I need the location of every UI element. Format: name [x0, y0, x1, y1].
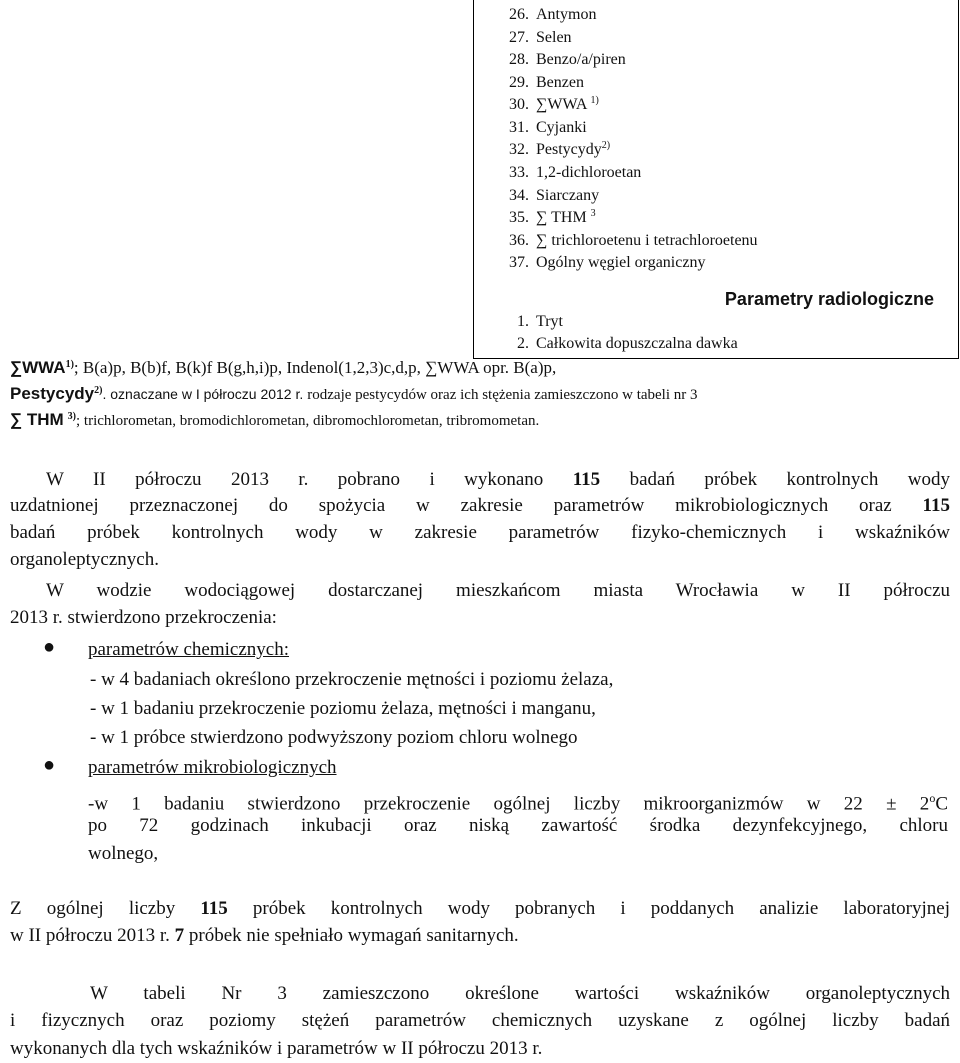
row-number: 30.	[509, 96, 529, 113]
paragraph-line: organoleptycznych.	[10, 549, 159, 570]
table-row	[474, 207, 958, 229]
table-row	[474, 139, 958, 161]
row-parameter: Siarczany	[536, 187, 600, 204]
footnote-thm-label: ∑ THM	[10, 410, 64, 429]
footnote-pest-text: . oznaczane w I półroczu 2012 r.	[102, 386, 304, 402]
row-number: 28.	[509, 51, 529, 68]
row-parameter: 1,2-dichloroetan	[536, 164, 642, 181]
table-row	[474, 72, 958, 94]
table-row	[474, 333, 958, 355]
row-number: 37.	[509, 254, 529, 271]
paragraph-line: W tabeli Nr 3 zamieszczono określone wartości wskaźników organoleptycznych	[90, 983, 950, 1004]
footnote-wwa-label: ∑WWA	[10, 358, 66, 377]
paragraph-line: badań próbek kontrolnych wody w zakresie parametrów fizyko-chemicznych i wskaźników	[10, 522, 950, 543]
row-parameter: Ogólny węgiel organiczny	[536, 254, 706, 271]
table-row	[474, 230, 958, 252]
row-number: 31.	[509, 119, 529, 136]
paragraph-line: wykonanych dla tych wskaźników i parametrów w II półroczu 2013 r.	[10, 1038, 543, 1059]
footnote-marker: 3)	[67, 411, 77, 422]
list-item: - w 1 próbce stwierdzono podwyższony poziom chloru wolnego	[90, 727, 578, 748]
paragraph-line: w II półroczu 2013 r. 7 próbek nie spełniało wymagań sanitarnych.	[10, 925, 519, 946]
row-number: 29.	[509, 74, 529, 91]
footnote-pesticides	[10, 384, 698, 404]
row-parameter: Pestycydy$^{2)}$	[536, 140, 611, 158]
row-parameter: Cyjanki	[536, 119, 587, 136]
paragraph-line: i fizycznych oraz poziomy stężeń parametrów chemicznych uzyskane z ogólnej liczby badań	[10, 1010, 950, 1031]
row-parameter: ∑WWA $^{1)}$	[536, 95, 599, 113]
row-number: 27.	[509, 29, 529, 46]
table-row	[474, 311, 958, 333]
row-parameter: ∑ trichloroetenu i tetrachloroetenu	[536, 232, 758, 249]
table-row	[474, 94, 958, 116]
table-row	[474, 49, 958, 71]
row-number: 32.	[509, 141, 529, 158]
row-number: 34.	[509, 187, 529, 204]
row-parameter: Selen	[536, 29, 572, 46]
row-parameter: Całkowita dopuszczalna dawka	[536, 335, 738, 352]
paragraph-line: po 72 godzinach inkubacji oraz niską zawartość środka dezynfekcyjnego, chloru	[88, 815, 948, 836]
row-number: 35.	[509, 209, 529, 226]
bullet-icon: ●	[43, 636, 56, 658]
list-item: - w 1 badaniu przekroczenie poziomu żelaza, mętności i manganu,	[90, 698, 596, 719]
row-number: 1.	[517, 313, 529, 330]
row-parameter: ∑ THM $^3$	[536, 208, 596, 226]
row-number: 33.	[509, 164, 529, 181]
footnote-wwa	[10, 358, 556, 378]
paragraph-line: W wodzie wodociągowej dostarczanej mieszkańcom miasta Wrocławia w II półroczu	[46, 580, 950, 601]
parameters-table	[473, 0, 959, 359]
table-row	[474, 27, 958, 49]
row-parameter: Benzen	[536, 74, 584, 91]
table-row	[474, 252, 958, 274]
section-heading-radiological: Parametry radiologiczne	[724, 289, 934, 309]
row-parameter: Tryt	[536, 313, 563, 330]
paragraph-line: Z ogólnej liczby 115 próbek kontrolnych wody pobranych i poddanych analizie laboratoryjnej	[10, 898, 950, 919]
paragraph-line: wolnego,	[88, 843, 159, 864]
footnote-thm-text: ; trichlorometan, bromodichlorometan, dibromochlorometan, tribromometan.	[76, 413, 540, 429]
table-row	[474, 185, 958, 207]
table-row	[474, 4, 958, 26]
footnote-marker: 2)	[601, 140, 611, 151]
row-number: 26.	[509, 6, 529, 23]
footnote-marker: 3	[590, 208, 596, 219]
bullet-title-chemical: parametrów chemicznych:	[88, 639, 289, 660]
footnote-wwa-text: ; B(a)p, B(b)f, B(k)f B(g,h,i)p, Indenol(1,2,3)c,d,p, ∑WWA opr. B(a)p,	[73, 358, 557, 377]
paragraph-line: 2013 r. stwierdzono przekroczenia:	[10, 607, 277, 628]
bullet-title-microbiological: parametrów mikrobiologicznych	[88, 757, 337, 778]
footnote-pest-text-2: rodzaje pestycydów oraz ich stężenia zamieszczono w tabeli nr 3	[307, 387, 698, 403]
paragraph-line: -w 1 badaniu stwierdzono przekroczenie ogólnej liczby mikroorganizmów w $22 \pm 2^oC$	[88, 791, 948, 815]
row-parameter: Benzo/a/piren	[536, 51, 626, 68]
footnote-pest-label: Pestycydy	[10, 384, 95, 403]
bullet-icon: ●	[43, 754, 56, 776]
footnote-marker: 2)	[94, 385, 103, 396]
row-number: 2.	[517, 335, 529, 352]
paragraph-line: uzdatnionej przeznaczonej do spożycia w zakresie parametrów mikrobiologicznych oraz 115	[10, 495, 950, 516]
row-parameter: Antymon	[536, 6, 597, 23]
row-number: 36.	[509, 232, 529, 249]
table-row	[474, 162, 958, 184]
table-row	[474, 117, 958, 139]
list-item: - w 4 badaniach określono przekroczenie mętności i poziomu żelaza,	[90, 669, 614, 690]
footnote-marker: 1)	[590, 95, 599, 106]
footnote-marker: 1)	[65, 359, 74, 370]
footnote-thm	[10, 410, 539, 430]
paragraph-line: W II półroczu 2013 r. pobrano i wykonano 115 badań próbek kontrolnych wody	[46, 469, 950, 490]
